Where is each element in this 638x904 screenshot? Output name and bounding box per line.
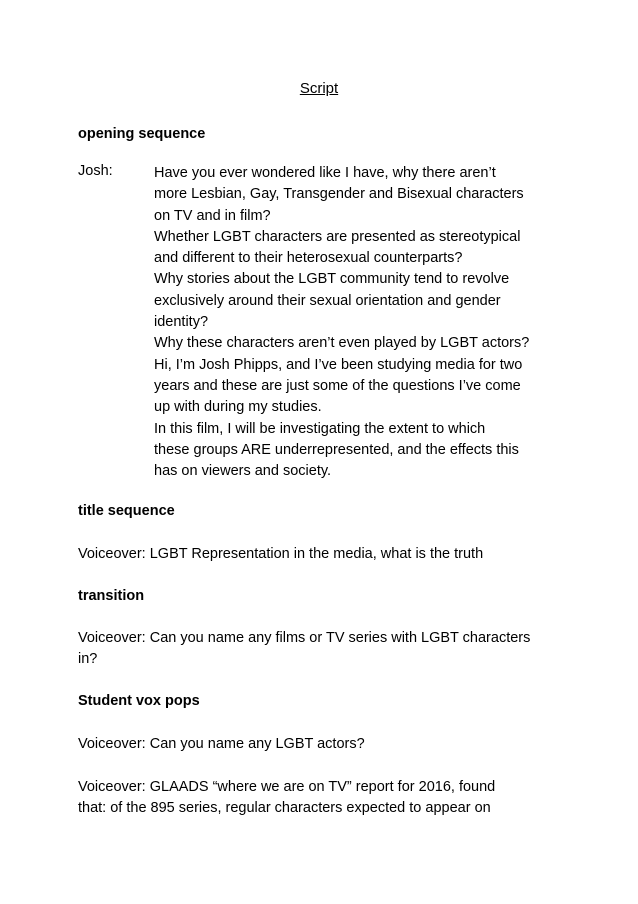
dialogue-line: Whether LGBT characters are presented as stereotypical: [154, 228, 521, 245]
dialogue-line: identity?: [154, 314, 209, 331]
voiceover-line: Voiceover: LGBT Representation in the media, what is the truth: [78, 546, 484, 562]
voiceover-line: Voiceover: Can you name any LGBT actors?: [78, 736, 365, 752]
dialogue-line: and different to their heterosexual counterparts?: [154, 250, 463, 267]
voiceover-2: [78, 628, 568, 671]
dialogue-line: In this film, I will be investigating the extent to which: [154, 420, 486, 437]
voiceover-3: [78, 734, 568, 755]
dialogue-line: Have you ever wondered like I have, why there aren’t: [154, 165, 496, 181]
section-heading-opening: opening sequence: [78, 126, 206, 142]
dialogue-line: more Lesbian, Gay, Transgender and Bisexual characters: [154, 186, 524, 203]
page-title: Script: [299, 80, 339, 97]
voiceover-1: [78, 544, 568, 565]
dialogue-lines: [154, 163, 574, 482]
voiceover-line: Voiceover: GLAADS “where we are on TV” report for 2016, found: [78, 779, 496, 795]
dialogue-line: these groups ARE underrepresented, and the effects this: [154, 441, 519, 458]
dialogue-line: Why stories about the LGBT community tend to revolve: [154, 271, 510, 288]
section-heading-transition: transition: [78, 588, 145, 604]
section-heading-title-sequence: title sequence: [78, 503, 175, 519]
voiceover-4: [78, 777, 568, 820]
dialogue-line: exclusively around their sexual orientation and gender: [154, 292, 501, 309]
dialogue-line: Hi, I’m Josh Phipps, and I’ve been studying media for two: [154, 356, 523, 373]
dialogue-line: years and these are just some of the questions I’ve come: [154, 377, 521, 394]
voiceover-line: that: of the 895 series, regular characters expected to appear on: [78, 800, 491, 817]
dialogue-line: on TV and in film?: [154, 207, 271, 224]
section-heading-vox-pops: Student vox pops: [78, 693, 200, 709]
voiceover-line: Voiceover: Can you name any films or TV series with LGBT characters: [78, 630, 531, 646]
dialogue-line: has on viewers and society.: [154, 463, 332, 480]
dialogue-line: Why these characters aren’t even played by LGBT actors?: [154, 335, 530, 352]
dialogue-line: up with during my studies.: [154, 399, 322, 416]
voiceover-line: in?: [78, 651, 98, 668]
speaker-name: Josh:: [78, 163, 113, 179]
